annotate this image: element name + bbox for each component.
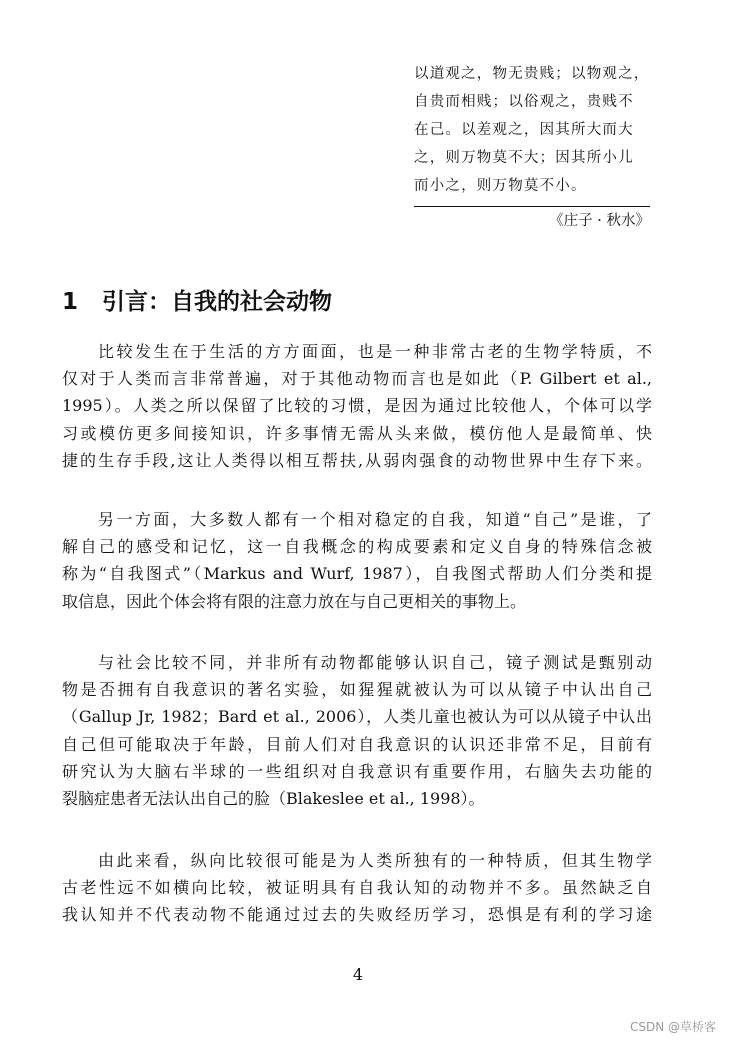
body-paragraph xyxy=(62,338,652,474)
paragraph-line: 由此来看，纵向比较很可能是为人类所独有的一种特质，但其生物学 xyxy=(98,851,652,870)
paragraph-line: 习或模仿更多间接知识，许多事情无需从头来做，模仿他人是最简单、快 xyxy=(62,423,652,443)
paragraph-line: 解自己的感受和记忆，这一自我概念的构成要素和定义自身的特殊信念被 xyxy=(62,537,652,557)
paragraph-line: 另一方面，大多数人都有一个相对稳定的自我，知道“自己”是谁，了 xyxy=(98,510,652,529)
paragraph-line: 取信息，因此个体会将有限的注意力放在与自己更相关的事物上。 xyxy=(62,591,527,611)
epigraph-quote xyxy=(414,60,652,200)
body-paragraph xyxy=(62,649,652,812)
section-number: 1 xyxy=(62,289,79,315)
paragraph-line: 古老性远不如横向比较，被证明具有自我认知的动物并不多。虽然缺乏自 xyxy=(62,878,652,898)
epigraph-line: 以道观之，物无贵贱；以物观之， xyxy=(414,66,650,82)
body-paragraph xyxy=(62,847,652,929)
paragraph-line: 称为“自我图式”（Markus and Wurf, 1987），自我图式帮助人们分类和提 xyxy=(62,564,652,584)
paragraph-line: 裂脑症患者无法认出自己的脸（Blakeslee et al., 1998）。 xyxy=(62,789,485,809)
paragraph-line: （Gallup Jr, 1982；Bard et al., 2006），人类儿童也被认为可以从镜子中认出 xyxy=(62,707,652,727)
section-title-text: 引言：自我的社会动物 xyxy=(102,289,332,315)
paragraph-line: 仅对于人类而言非常普遍，对于其他动物而言也是如此（P. Gilbert et al., xyxy=(62,369,652,389)
paragraph-line: 自己但可能取决于年龄，目前人们对自我意识的认识还非常不足，目前有 xyxy=(62,734,652,754)
watermark-text: CSDN @草桥客 xyxy=(629,1020,716,1034)
page-number: 4 xyxy=(352,965,364,984)
epigraph-line: 在己。以差观之，因其所大而大 xyxy=(414,122,634,138)
epigraph-line: 之，则万物莫不大；因其所小儿 xyxy=(414,150,634,166)
section-heading xyxy=(62,284,332,320)
paragraph-line: 捷的生存手段,这让人类得以相互帮扶,从弱肉强食的动物世界中生存下来。 xyxy=(62,450,652,470)
paragraph-line: 与社会比较不同，并非所有动物都能够认识自己，镜子测试是甄别动 xyxy=(98,653,652,672)
paragraph-line: 1995）。人类之所以保留了比较的习惯，是因为通过比较他人，个体可以学 xyxy=(62,396,652,416)
epigraph-divider xyxy=(414,206,650,207)
body-paragraph xyxy=(62,506,652,615)
epigraph-line: 而小之，则万物莫不小。 xyxy=(414,178,587,194)
epigraph-line: 自贵而相贱；以俗观之，贵贱不 xyxy=(414,94,634,110)
paragraph-line: 物是否拥有自我意识的著名实验，如猩猩就被认为可以从镜子中认出自己 xyxy=(62,680,652,700)
epigraph-source: 《庄子 · 秋水》 xyxy=(549,213,650,229)
paragraph-line: 研究认为大脑右半球的一些组织对自我意识有重要作用，右脑失去功能的 xyxy=(62,761,652,781)
paragraph-line: 我认知并不代表动物不能通过过去的失败经历学习，恐惧是有利的学习途 xyxy=(62,905,652,925)
paragraph-line: 比较发生在于生活的方方面面，也是一种非常古老的生物学特质，不 xyxy=(98,342,652,361)
